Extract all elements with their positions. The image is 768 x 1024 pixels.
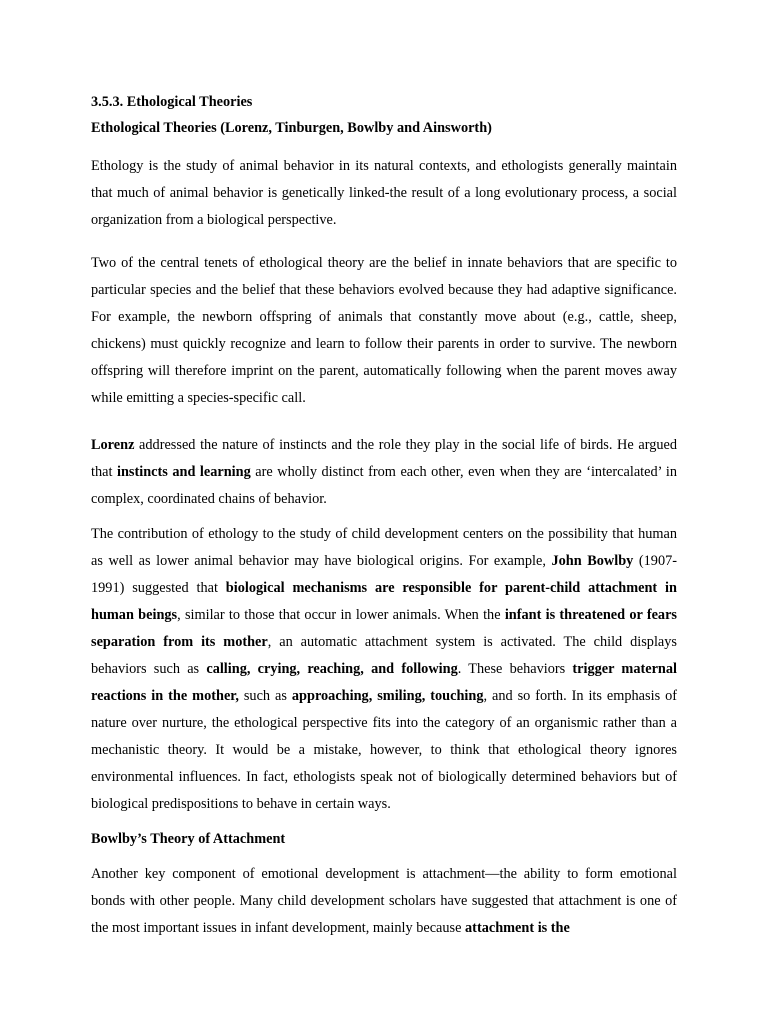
paragraph-central-tenets: Two of the central tenets of ethological theory are the belief in innate behaviors that are specific to particular species and the belief that these behaviors evolved because they had adaptive significance. For example, the newborn offspring of animals that constantly move about (e.g., cattle, sheep, chickens) must quickly recognize and learn to follow their parents in order to survive. The newborn offspring will therefore imprint on the parent, automatically following when the parent moves away while emitting a species-specific call. — [91, 255, 677, 406]
text-run: (1907-1991) suggested that — [91, 553, 677, 596]
paragraph-lorenz — [91, 432, 677, 513]
text-run: . These behaviors — [457, 661, 573, 677]
bold-instincts-learning: instincts and learning — [116, 464, 251, 480]
text-run: , similar to those that occur in lower animals. When the — [177, 607, 505, 623]
document-page — [91, 92, 677, 942]
text-run: are wholly distinct from each other, even when they are ‘intercalated’ in complex, coordinated chains of behavior. — [91, 464, 677, 507]
text-run: The contribution of ethology to the study of child development centers on the possibility that human as well as lower animal behavior may have biological origins. For example, — [91, 526, 677, 569]
bold-lorenz: Lorenz — [91, 437, 135, 453]
bold-john-bowlby: John Bowlby — [551, 553, 634, 569]
bold-trigger-maternal: trigger maternal reactions in the mother, — [91, 661, 678, 704]
bold-infant-threatened: infant is threatened or fears separation from its mother — [91, 607, 677, 650]
subheading-bowlby-attachment: Bowlby’s Theory of Attachment — [91, 831, 286, 847]
text-run: addressed the nature of instincts and the role they play in the social life of birds. He argued that — [91, 437, 677, 480]
paragraph-attachment — [91, 861, 677, 942]
section-subtitle: Ethological Theories (Lorenz, Tinburgen, Bowlby and Ainsworth) — [91, 120, 492, 136]
paragraph-ethology-definition: Ethology is the study of animal behavior in its natural contexts, and ethologists generally maintain that much of animal behavior is genetically linked-the result of a long evolutionary process, a social organization from a biological perspective. — [91, 158, 677, 228]
bold-attachment-is-the: attachment is the — [465, 920, 570, 936]
paragraph-bowlby-contribution — [91, 521, 677, 818]
bold-calling-crying: calling, crying, reaching, and following — [206, 661, 458, 677]
section-heading: 3.5.3. Ethological Theories — [91, 94, 253, 110]
text-run: Another key component of emotional development is attachment—the ability to form emotional bonds with other people. Many child development scholars have suggested that attachment is one of the most important issues in infant development, mainly because — [91, 866, 677, 936]
bold-biological-mechanisms: biological mechanisms are responsible for parent-child attachment in human beings — [91, 580, 677, 623]
text-run: , and so forth. In its emphasis of nature over nurture, the ethological perspective fits into the category of an organismic rather than a mechanistic theory. It would be a mistake, however, to think that ethological theory ignores environmental influences. In fact, ethologists speak not of biologically determined behaviors but of biological predispositions to behave in certain ways. — [91, 688, 677, 812]
text-run: , an automatic attachment system is activated. The child displays behaviors such as — [91, 634, 677, 677]
text-run: such as — [238, 688, 292, 704]
bold-approaching-smiling: approaching, smiling, touching — [291, 688, 484, 704]
